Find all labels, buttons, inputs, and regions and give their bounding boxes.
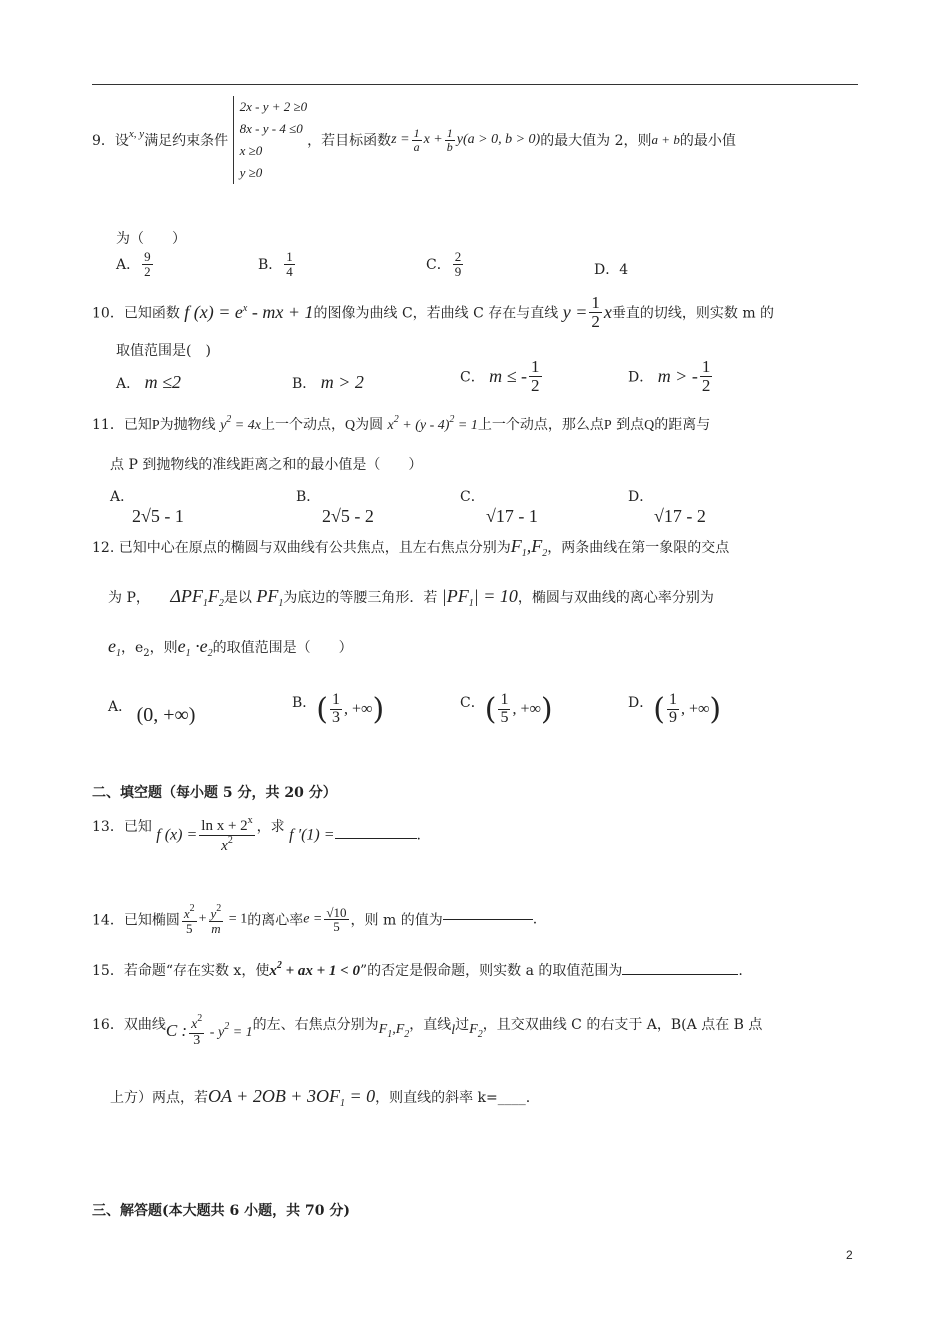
q9-tail: 的最大值为 2，则 <box>540 133 652 149</box>
question-11: 11．已知P为抛物线 $y^2 = 4x$上一个动点，Q为圆 $x^2 + (y - 4)^2 = 1$上一个动点，那么点P 到点Q的距离与 <box>92 414 711 433</box>
q12-option-c: C．( $\frac{1}{5}$ , +∞) <box>460 691 553 727</box>
q9-line2: 为（ ） <box>116 231 186 247</box>
q9-mid: ，若目标函数 <box>307 133 392 149</box>
q12-option-d: D．( $\frac{1}{9}$ , +∞) <box>628 691 722 727</box>
question-15: 15．若命题“存在实数 x，使$x^2$ + ax + 1 < 0”的否定是假命题，则实数 a 的取值范围为 . <box>92 960 743 979</box>
q9-constraint-1: 2x - y + 2 ≥0 <box>239 99 308 114</box>
q16-line2: 上方）两点，若OA + $2OB + 3OF_1 = 0$，则直线的斜率 k=____. <box>110 1086 531 1109</box>
q9-cond: 满足约束条件 <box>144 133 229 149</box>
q10-option-c: C． m ≤ - $\frac{1}{2}$ <box>460 357 540 395</box>
q9-aplusb: a + b <box>651 132 680 147</box>
q9-option-a: A． $\frac{9}{2}$ <box>116 249 151 279</box>
question-14: 14．已知椭圆 $\frac{x^2}{5}$ + $\frac{y^2}{m}$ = 1的离心率e = $\frac{√10}{5}$ ，则 m 的值为 . <box>92 903 538 936</box>
q12-option-a: A． (0, +∞) <box>108 699 196 726</box>
q9-constraint-4: y ≥0 <box>239 165 263 180</box>
q9-prefix: 9．设 <box>92 133 129 149</box>
q11-option-a: A． 2√5 - 1 <box>110 489 184 526</box>
q10-option-d: D． m > - $\frac{1}{2}$ <box>628 357 711 395</box>
q9-vars: x, y <box>128 128 145 140</box>
q9-option-b: B． $\frac{1}{4}$ <box>258 249 293 279</box>
question-9: 9．设$^{x, y}$满足约束条件 2x - y + 2 ≥0 8x - y - 4 ≤0 x ≥0 y ≥0 ，若目标函数z = $\frac{1}{a}$ x + $\frac{1}{b}$ y(a > 0, b > 0)的最大值为 2，则a + b的最小值 <box>92 96 736 184</box>
question-13: 13．已知 f (x) = $\frac{\ln x + 2^x}{x^2}$ ，求 f ′(1) = . <box>92 815 421 854</box>
q9-option-d: D．4 <box>594 262 629 278</box>
question-16: 16．双曲线C : $\frac{x^2}{3}$ - $y^2 = 1$的左、右焦点分别为$F_1,F_2$，直线l过$F_2$，且交双曲线 C 的右支于 A，B(A 点在 B 点 <box>92 1013 763 1048</box>
section-3-heading: 三、解答题(本大题共 6 小题，共 70 分) <box>92 1203 350 1219</box>
q10-option-a: A． m ≤2 <box>116 372 181 392</box>
q10-line2: 取值范围是( ) <box>116 343 211 359</box>
q9-constraint-3: x ≥0 <box>239 143 263 158</box>
q12-option-b: B．( $\frac{1}{3}$ , +∞) <box>292 691 385 727</box>
q10-option-b: B． m > 2 <box>292 372 364 392</box>
q11-option-c: C． √17 - 1 <box>460 489 538 526</box>
question-10: 10．已知函数 f $(x) = e^x$ - mx + 1的图像为曲线 C，若曲线 C 存在与直线 y = $\frac{1}{2}$ x垂直的切线，则实数 m 的 <box>92 293 775 331</box>
q12-line2: 为 P， $\Delta PF_1F_2$是以 $PF_1$为底边的等腰三角形．若 $|PF_1| = 10$，椭圆与双曲线的离心率分别为 <box>108 586 714 609</box>
q11-line2: 点 P 到抛物线的准线距离之和的最小值是（ ） <box>110 457 423 473</box>
header-rule <box>92 84 858 85</box>
q11-option-b: B． 2√5 - 2 <box>296 489 374 526</box>
question-12: 12. 已知中心在原点的椭圆与双曲线有公共焦点，且左右焦点分别为$F_1,F_2$，两条曲线在第一象限的交点 <box>92 536 730 559</box>
section-2-heading: 二、填空题（每小题 5 分，共 20 分） <box>92 785 337 801</box>
q9-ypart: y(a > 0, b > 0) <box>456 132 541 147</box>
q9-constraint-system <box>233 96 308 184</box>
q9-option-c: C． $\frac{2}{9}$ <box>426 249 462 279</box>
q11-option-d: D． √17 - 2 <box>628 489 706 526</box>
q9-constraint-2: 8x - y - 4 ≤0 <box>239 121 303 136</box>
q9-z: z = <box>391 132 410 147</box>
q12-line3: $e_1$，$e_2$，则$e_1 \cdot e_2$的取值范围是（ ） <box>108 636 353 659</box>
q9-tail2: 的最小值 <box>679 133 736 149</box>
page-number: 2 <box>846 1248 853 1262</box>
